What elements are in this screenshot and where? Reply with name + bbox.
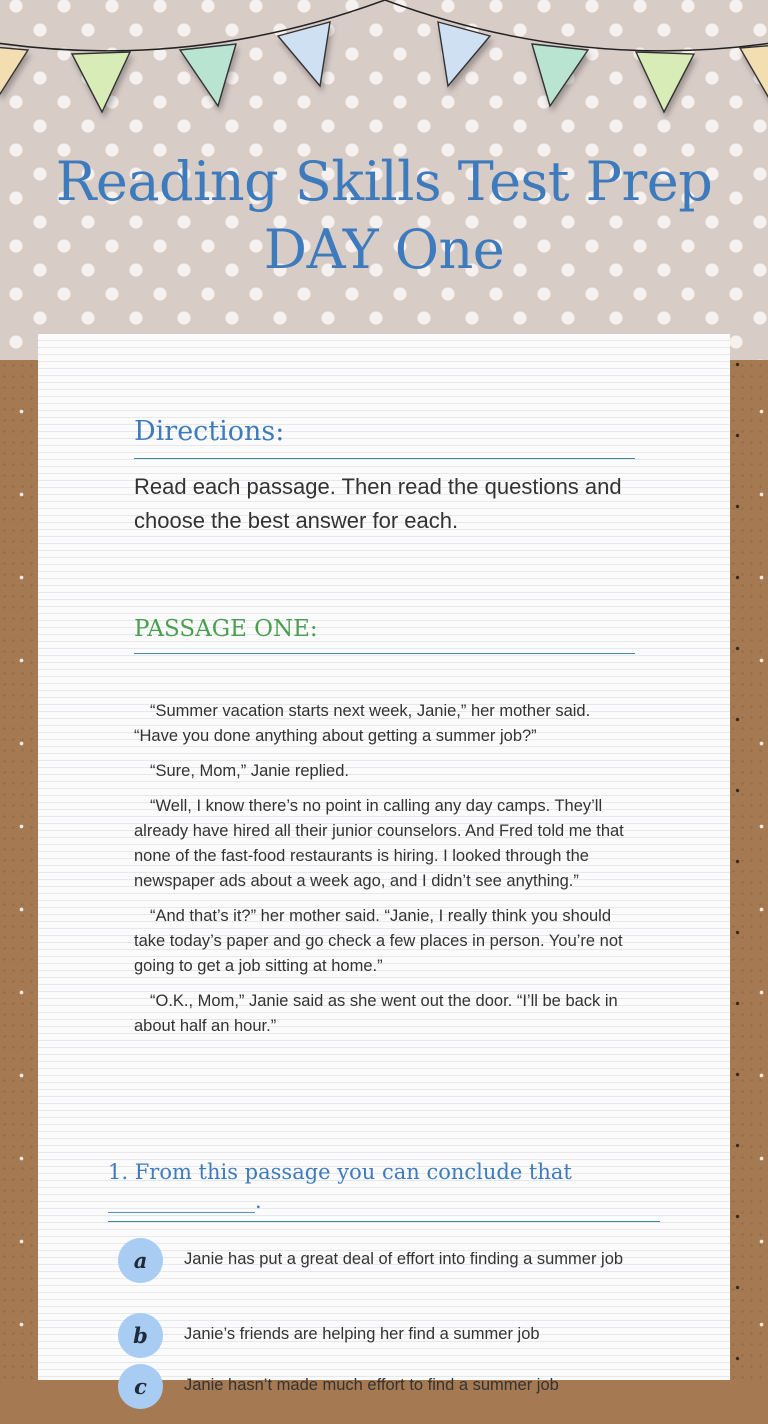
directions-heading: Directions: [134, 416, 285, 447]
answer-text: Janie has put a great deal of effort into finding a summer job [184, 1250, 624, 1268]
directions-divider [134, 458, 635, 459]
answer-text: Janie’s friends are helping her find a summer job [184, 1325, 540, 1343]
passage-paragraph: “Summer vacation starts next week, Janie,” her mother said. “Have you done anything about getting a summer job?” [134, 702, 591, 745]
question-1-prompt: 1. From this passage you can conclude that ______________. [108, 1160, 572, 1213]
passage-paragraph: “And that’s it?” her mother said. “Janie, I really think you should take today’s paper and go check a few places in person. You’re not going to get a job sitting at home.” [134, 907, 623, 975]
worksheet-title: Reading Skills Test Prep DAY One [55, 150, 713, 281]
answer-letter-badge[interactable]: a [118, 1238, 163, 1283]
answer-option-c[interactable] [118, 1364, 668, 1424]
passage-paragraph: “O.K., Mom,” Janie said as she went out the door. “I’ll be back in about half an hour.” [134, 992, 618, 1035]
passage-paragraph: “Well, I know there’s no point in calling any day camps. They’ll already have hired all their junior counselors. And Fred told me that none of the fast-food restaurants is hiring. I looked through the newspaper ads about a week ago, and I didn’t see anything.” [134, 797, 624, 890]
passage-heading: PASSAGE ONE: [134, 616, 318, 642]
question-1-divider [108, 1221, 660, 1222]
passage-text [134, 699, 624, 1049]
answer-option-a[interactable] [118, 1238, 668, 1313]
answer-option-b[interactable] [118, 1313, 668, 1364]
passage-divider [134, 653, 635, 654]
directions-text: Read each passage. Then read the questions and choose the best answer for each. [134, 474, 622, 533]
answer-letter-badge[interactable]: b [118, 1313, 163, 1358]
answer-letter-badge[interactable]: c [118, 1364, 163, 1409]
passage-paragraph: “Sure, Mom,” Janie replied. [150, 762, 349, 780]
bunting-decoration [0, 0, 768, 130]
question-1-answers [118, 1238, 668, 1424]
answer-text: Janie hasn’t made much effort to find a summer job [184, 1376, 559, 1394]
